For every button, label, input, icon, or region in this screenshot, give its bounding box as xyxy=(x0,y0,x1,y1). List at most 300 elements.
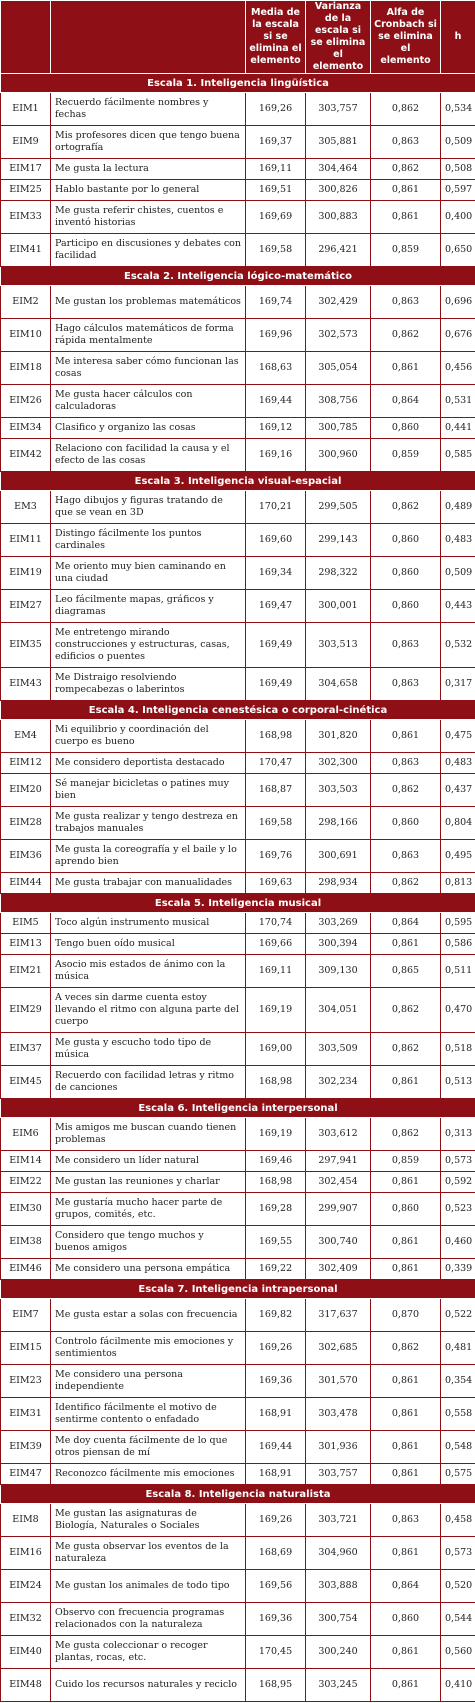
h-cell: 0,354 xyxy=(441,1365,475,1398)
alpha-cell: 0,863 xyxy=(371,753,441,774)
item-text-cell: Me considero una persona independiente xyxy=(51,1365,246,1398)
variance-cell: 304,051 xyxy=(306,988,371,1033)
alpha-cell: 0,862 xyxy=(371,491,441,524)
alpha-cell: 0,862 xyxy=(371,159,441,180)
mean-cell: 169,44 xyxy=(246,1431,306,1464)
h-cell: 0,509 xyxy=(441,557,475,590)
item-code-cell: EIM11 xyxy=(1,524,51,557)
item-text-cell: Me oriento muy bien caminando en una ciudad xyxy=(51,557,246,590)
variance-cell: 303,757 xyxy=(306,93,371,126)
h-cell: 0,483 xyxy=(441,753,475,774)
item-text-cell: Participo en discusiones y debates con facilidad xyxy=(51,234,246,267)
h-cell: 0,696 xyxy=(441,286,475,319)
table-row xyxy=(1,126,475,159)
variance-cell: 301,820 xyxy=(306,720,371,753)
alpha-cell: 0,863 xyxy=(371,126,441,159)
table-row xyxy=(1,1570,475,1603)
scale-title: Escala 7. Inteligencia intrapersonal xyxy=(1,1280,475,1299)
h-cell: 0,489 xyxy=(441,491,475,524)
h-cell: 0,676 xyxy=(441,319,475,352)
alpha-cell: 0,861 xyxy=(371,1172,441,1193)
variance-cell: 303,245 xyxy=(306,1669,371,1702)
item-code-cell: EIM44 xyxy=(1,873,51,894)
table-row xyxy=(1,1332,475,1365)
variance-cell: 300,754 xyxy=(306,1603,371,1636)
alpha-cell: 0,861 xyxy=(371,720,441,753)
variance-cell: 302,573 xyxy=(306,319,371,352)
table-row xyxy=(1,1603,475,1636)
mean-cell: 168,95 xyxy=(246,1669,306,1702)
alpha-cell: 0,861 xyxy=(371,1636,441,1669)
h-cell: 0,650 xyxy=(441,234,475,267)
mean-cell: 169,76 xyxy=(246,840,306,873)
table-row xyxy=(1,180,475,201)
alpha-cell: 0,860 xyxy=(371,1193,441,1226)
scale-header-row xyxy=(1,472,475,491)
h-cell: 0,508 xyxy=(441,159,475,180)
item-text-cell: Considero que tengo muchos y buenos amigos xyxy=(51,1226,246,1259)
mean-cell: 169,49 xyxy=(246,623,306,668)
table-row xyxy=(1,93,475,126)
variance-cell: 300,785 xyxy=(306,418,371,439)
mean-cell: 169,96 xyxy=(246,319,306,352)
alpha-cell: 0,861 xyxy=(371,1398,441,1431)
table-row xyxy=(1,668,475,701)
alpha-cell: 0,865 xyxy=(371,955,441,988)
item-text-cell: Hago cálculos matemáticos de forma rápida mentalmente xyxy=(51,319,246,352)
item-text-cell: Me gustan los animales de todo tipo xyxy=(51,1570,246,1603)
item-text-cell: Me gusta hacer cálculos con calculadoras xyxy=(51,385,246,418)
alpha-cell: 0,862 xyxy=(371,774,441,807)
mean-cell: 169,26 xyxy=(246,1332,306,1365)
alpha-cell: 0,862 xyxy=(371,988,441,1033)
alpha-cell: 0,863 xyxy=(371,623,441,668)
mean-cell: 169,49 xyxy=(246,668,306,701)
header-h: h xyxy=(441,1,475,74)
alpha-cell: 0,863 xyxy=(371,668,441,701)
item-text-cell: Me gustan los problemas matemáticos xyxy=(51,286,246,319)
item-text-cell: Cuido los recursos naturales y reciclo xyxy=(51,1669,246,1702)
variance-cell: 299,143 xyxy=(306,524,371,557)
mean-cell: 169,66 xyxy=(246,934,306,955)
item-text-cell: Relaciono con facilidad la causa y el efecto de las cosas xyxy=(51,439,246,472)
item-text-cell: Me entretengo mirando construcciones y estructuras, casas, edificios o puentes xyxy=(51,623,246,668)
item-text-cell: Reconozco fácilmente mis emociones xyxy=(51,1464,246,1485)
mean-cell: 168,98 xyxy=(246,720,306,753)
scale-title: Escala 5. Inteligencia musical xyxy=(1,894,475,913)
table-row xyxy=(1,1398,475,1431)
mean-cell: 168,98 xyxy=(246,1172,306,1193)
h-cell: 0,518 xyxy=(441,1033,475,1066)
mean-cell: 169,55 xyxy=(246,1226,306,1259)
alpha-cell: 0,861 xyxy=(371,1066,441,1099)
scale-title: Escala 6. Inteligencia interpersonal xyxy=(1,1099,475,1118)
variance-cell: 304,658 xyxy=(306,668,371,701)
mean-cell: 169,51 xyxy=(246,180,306,201)
table-row xyxy=(1,418,475,439)
item-code-cell: EIM34 xyxy=(1,418,51,439)
item-code-cell: EIM17 xyxy=(1,159,51,180)
mean-cell: 168,91 xyxy=(246,1464,306,1485)
scale-header-row xyxy=(1,894,475,913)
item-text-cell: Hago dibujos y figuras tratando de que se vean en 3D xyxy=(51,491,246,524)
table-row xyxy=(1,1299,475,1332)
table-row xyxy=(1,590,475,623)
item-code-cell: EIM20 xyxy=(1,774,51,807)
header-code xyxy=(1,1,51,74)
alpha-cell: 0,861 xyxy=(371,1669,441,1702)
table-row xyxy=(1,319,475,352)
item-text-cell: Identifico fácilmente el motivo de sentirme contento o enfadado xyxy=(51,1398,246,1431)
alpha-cell: 0,860 xyxy=(371,807,441,840)
table-row xyxy=(1,1172,475,1193)
mean-cell: 168,63 xyxy=(246,352,306,385)
item-text-cell: Leo fácilmente mapas, gráficos y diagramas xyxy=(51,590,246,623)
item-code-cell: EIM30 xyxy=(1,1193,51,1226)
item-code-cell: EIM15 xyxy=(1,1332,51,1365)
scale-header-row xyxy=(1,1099,475,1118)
variance-cell: 300,883 xyxy=(306,201,371,234)
h-cell: 0,544 xyxy=(441,1603,475,1636)
item-code-cell: EIM43 xyxy=(1,668,51,701)
mean-cell: 169,26 xyxy=(246,93,306,126)
h-cell: 0,410 xyxy=(441,1669,475,1702)
mean-cell: 169,36 xyxy=(246,1603,306,1636)
item-code-cell: EIM6 xyxy=(1,1118,51,1151)
mean-cell: 169,12 xyxy=(246,418,306,439)
mean-cell: 169,11 xyxy=(246,955,306,988)
variance-cell: 300,826 xyxy=(306,180,371,201)
item-text-cell: Me doy cuenta fácilmente de lo que otros piensan de mí xyxy=(51,1431,246,1464)
alpha-cell: 0,862 xyxy=(371,1118,441,1151)
table-row xyxy=(1,1365,475,1398)
scale-header-row xyxy=(1,701,475,720)
mean-cell: 169,74 xyxy=(246,286,306,319)
h-cell: 0,443 xyxy=(441,590,475,623)
variance-cell: 303,888 xyxy=(306,1570,371,1603)
variance-cell: 301,936 xyxy=(306,1431,371,1464)
table-body xyxy=(1,74,475,1702)
header-row xyxy=(1,1,475,74)
table-row xyxy=(1,753,475,774)
alpha-cell: 0,861 xyxy=(371,1365,441,1398)
table-row xyxy=(1,385,475,418)
table-row xyxy=(1,439,475,472)
mean-cell: 169,69 xyxy=(246,201,306,234)
item-text-cell: Me gusta observar los eventos de la naturaleza xyxy=(51,1537,246,1570)
table-row xyxy=(1,1151,475,1172)
table-row xyxy=(1,873,475,894)
variance-cell: 317,637 xyxy=(306,1299,371,1332)
item-code-cell: EIM22 xyxy=(1,1172,51,1193)
item-text-cell: Me gusta estar a solas con frecuencia xyxy=(51,1299,246,1332)
h-cell: 0,523 xyxy=(441,1193,475,1226)
mean-cell: 169,00 xyxy=(246,1033,306,1066)
h-cell: 0,441 xyxy=(441,418,475,439)
variance-cell: 303,509 xyxy=(306,1033,371,1066)
mean-cell: 169,19 xyxy=(246,1118,306,1151)
h-cell: 0,575 xyxy=(441,1464,475,1485)
item-text-cell: Me gustaría mucho hacer parte de grupos, comités, etc. xyxy=(51,1193,246,1226)
scale-title: Escala 1. Inteligencia lingüística xyxy=(1,74,475,93)
item-code-cell: EIM39 xyxy=(1,1431,51,1464)
table-row xyxy=(1,557,475,590)
mean-cell: 169,46 xyxy=(246,1151,306,1172)
item-code-cell: EIM42 xyxy=(1,439,51,472)
header-alpha: Alfa de Cronbach si se elimina el elemento xyxy=(371,1,441,74)
mean-cell: 169,58 xyxy=(246,807,306,840)
table-row xyxy=(1,1537,475,1570)
h-cell: 0,520 xyxy=(441,1570,475,1603)
h-cell: 0,573 xyxy=(441,1537,475,1570)
item-text-cell: Clasifico y organizo las cosas xyxy=(51,418,246,439)
item-text-cell: Me interesa saber cómo funcionan las cosas xyxy=(51,352,246,385)
table-row xyxy=(1,807,475,840)
item-text-cell: Me gusta referir chistes, cuentos e inventó historias xyxy=(51,201,246,234)
variance-cell: 297,941 xyxy=(306,1151,371,1172)
h-cell: 0,560 xyxy=(441,1636,475,1669)
table-row xyxy=(1,1118,475,1151)
alpha-cell: 0,864 xyxy=(371,913,441,934)
item-text-cell: Tengo buen oído musical xyxy=(51,934,246,955)
h-cell: 0,317 xyxy=(441,668,475,701)
mean-cell: 169,60 xyxy=(246,524,306,557)
mean-cell: 168,91 xyxy=(246,1398,306,1431)
mean-cell: 169,63 xyxy=(246,873,306,894)
header-item xyxy=(51,1,246,74)
scale-title: Escala 2. Inteligencia lógico-matemático xyxy=(1,267,475,286)
h-cell: 0,339 xyxy=(441,1259,475,1280)
h-cell: 0,437 xyxy=(441,774,475,807)
h-cell: 0,460 xyxy=(441,1226,475,1259)
item-code-cell: EM4 xyxy=(1,720,51,753)
alpha-cell: 0,864 xyxy=(371,385,441,418)
variance-cell: 299,505 xyxy=(306,491,371,524)
variance-cell: 302,429 xyxy=(306,286,371,319)
mean-cell: 170,45 xyxy=(246,1636,306,1669)
h-cell: 0,481 xyxy=(441,1332,475,1365)
alpha-cell: 0,861 xyxy=(371,201,441,234)
mean-cell: 169,16 xyxy=(246,439,306,472)
alpha-cell: 0,870 xyxy=(371,1299,441,1332)
h-cell: 0,495 xyxy=(441,840,475,873)
h-cell: 0,400 xyxy=(441,201,475,234)
mean-cell: 170,21 xyxy=(246,491,306,524)
h-cell: 0,558 xyxy=(441,1398,475,1431)
variance-cell: 303,478 xyxy=(306,1398,371,1431)
mean-cell: 169,82 xyxy=(246,1299,306,1332)
scale-header-row xyxy=(1,1485,475,1504)
variance-cell: 303,269 xyxy=(306,913,371,934)
alpha-cell: 0,862 xyxy=(371,1033,441,1066)
item-text-cell: Me Distraigo resolviendo rompecabezas o laberintos xyxy=(51,668,246,701)
mean-cell: 170,74 xyxy=(246,913,306,934)
item-text-cell: Mis amigos me buscan cuando tienen problemas xyxy=(51,1118,246,1151)
alpha-cell: 0,861 xyxy=(371,1226,441,1259)
variance-cell: 304,464 xyxy=(306,159,371,180)
item-code-cell: EIM24 xyxy=(1,1570,51,1603)
table-row xyxy=(1,1464,475,1485)
alpha-cell: 0,862 xyxy=(371,873,441,894)
item-code-cell: EIM12 xyxy=(1,753,51,774)
h-cell: 0,532 xyxy=(441,623,475,668)
table-row xyxy=(1,1259,475,1280)
variance-cell: 305,881 xyxy=(306,126,371,159)
scale-header-row xyxy=(1,1280,475,1299)
variance-cell: 301,570 xyxy=(306,1365,371,1398)
h-cell: 0,597 xyxy=(441,180,475,201)
item-code-cell: EIM41 xyxy=(1,234,51,267)
table-row xyxy=(1,934,475,955)
item-code-cell: EIM1 xyxy=(1,93,51,126)
table-row xyxy=(1,352,475,385)
table-row xyxy=(1,524,475,557)
h-cell: 0,483 xyxy=(441,524,475,557)
item-code-cell: EIM46 xyxy=(1,1259,51,1280)
item-code-cell: EIM36 xyxy=(1,840,51,873)
h-cell: 0,509 xyxy=(441,126,475,159)
item-code-cell: EIM21 xyxy=(1,955,51,988)
item-code-cell: EIM32 xyxy=(1,1603,51,1636)
header-variance: Varianza de la escala si se elimina el elemento xyxy=(306,1,371,74)
scale-title: Escala 3. Inteligencia visual-espacial xyxy=(1,472,475,491)
item-code-cell: EIM37 xyxy=(1,1033,51,1066)
mean-cell: 169,19 xyxy=(246,988,306,1033)
variance-cell: 302,454 xyxy=(306,1172,371,1193)
alpha-cell: 0,860 xyxy=(371,418,441,439)
mean-cell: 169,44 xyxy=(246,385,306,418)
mean-cell: 169,36 xyxy=(246,1365,306,1398)
item-text-cell: Me considero un líder natural xyxy=(51,1151,246,1172)
scale-header-row xyxy=(1,74,475,93)
item-code-cell: EIM13 xyxy=(1,934,51,955)
h-cell: 0,586 xyxy=(441,934,475,955)
mean-cell: 169,22 xyxy=(246,1259,306,1280)
h-cell: 0,522 xyxy=(441,1299,475,1332)
table-row xyxy=(1,988,475,1033)
scale-title: Escala 8. Inteligencia naturalista xyxy=(1,1485,475,1504)
h-cell: 0,475 xyxy=(441,720,475,753)
variance-cell: 302,685 xyxy=(306,1332,371,1365)
alpha-cell: 0,860 xyxy=(371,557,441,590)
h-cell: 0,592 xyxy=(441,1172,475,1193)
mean-cell: 169,58 xyxy=(246,234,306,267)
item-text-cell: Me gusta trabajar con manualidades xyxy=(51,873,246,894)
table-row xyxy=(1,720,475,753)
alpha-cell: 0,859 xyxy=(371,1151,441,1172)
item-text-cell: Toco algún instrumento musical xyxy=(51,913,246,934)
table-row xyxy=(1,1669,475,1702)
variance-cell: 303,757 xyxy=(306,1464,371,1485)
item-code-cell: EIM40 xyxy=(1,1636,51,1669)
variance-cell: 309,130 xyxy=(306,955,371,988)
item-code-cell: EM3 xyxy=(1,491,51,524)
variance-cell: 303,513 xyxy=(306,623,371,668)
variance-cell: 303,612 xyxy=(306,1118,371,1151)
item-code-cell: EIM16 xyxy=(1,1537,51,1570)
variance-cell: 300,740 xyxy=(306,1226,371,1259)
variance-cell: 305,054 xyxy=(306,352,371,385)
item-code-cell: EIM35 xyxy=(1,623,51,668)
alpha-cell: 0,861 xyxy=(371,180,441,201)
table-row xyxy=(1,1066,475,1099)
mean-cell: 169,56 xyxy=(246,1570,306,1603)
item-code-cell: EIM29 xyxy=(1,988,51,1033)
h-cell: 0,595 xyxy=(441,913,475,934)
item-text-cell: Me considero deportista destacado xyxy=(51,753,246,774)
variance-cell: 302,300 xyxy=(306,753,371,774)
mean-cell: 169,26 xyxy=(246,1504,306,1537)
item-text-cell: Sé manejar bicicletas o patines muy bien xyxy=(51,774,246,807)
mean-cell: 169,47 xyxy=(246,590,306,623)
mean-cell: 169,34 xyxy=(246,557,306,590)
item-text-cell: Me gusta coleccionar o recoger plantas, rocas, etc. xyxy=(51,1636,246,1669)
alpha-cell: 0,859 xyxy=(371,234,441,267)
variance-cell: 304,960 xyxy=(306,1537,371,1570)
item-text-cell: Asocio mis estados de ánimo con la música xyxy=(51,955,246,988)
alpha-cell: 0,861 xyxy=(371,1537,441,1570)
item-text-cell: Observo con frecuencia programas relacionados con la naturaleza xyxy=(51,1603,246,1636)
item-code-cell: EIM26 xyxy=(1,385,51,418)
alpha-cell: 0,861 xyxy=(371,352,441,385)
alpha-cell: 0,860 xyxy=(371,590,441,623)
header-mean: Media de la escala si se elimina el elemento xyxy=(246,1,306,74)
item-code-cell: EIM25 xyxy=(1,180,51,201)
table-row xyxy=(1,1636,475,1669)
mean-cell: 168,98 xyxy=(246,1066,306,1099)
item-text-cell: Distingo fácilmente los puntos cardinales xyxy=(51,524,246,557)
alpha-cell: 0,863 xyxy=(371,1504,441,1537)
scale-title: Escala 4. Inteligencia cenestésica o corporal-cinética xyxy=(1,701,475,720)
h-cell: 0,548 xyxy=(441,1431,475,1464)
alpha-cell: 0,862 xyxy=(371,93,441,126)
table-row xyxy=(1,840,475,873)
item-code-cell: EIM31 xyxy=(1,1398,51,1431)
item-text-cell: Me gusta y escucho todo tipo de música xyxy=(51,1033,246,1066)
mean-cell: 168,69 xyxy=(246,1537,306,1570)
item-code-cell: EIM33 xyxy=(1,201,51,234)
item-text-cell: Mis profesores dicen que tengo buena ortografía xyxy=(51,126,246,159)
item-code-cell: EIM47 xyxy=(1,1464,51,1485)
alpha-cell: 0,863 xyxy=(371,286,441,319)
item-code-cell: EIM23 xyxy=(1,1365,51,1398)
table-row xyxy=(1,1431,475,1464)
item-text-cell: Me gusta la lectura xyxy=(51,159,246,180)
item-text-cell: Recuerdo fácilmente nombres y fechas xyxy=(51,93,246,126)
table-row xyxy=(1,1193,475,1226)
table-row xyxy=(1,774,475,807)
item-code-cell: EIM8 xyxy=(1,1504,51,1537)
item-text-cell: Controlo fácilmente mis emociones y sentimientos xyxy=(51,1332,246,1365)
item-code-cell: EIM7 xyxy=(1,1299,51,1332)
variance-cell: 298,322 xyxy=(306,557,371,590)
h-cell: 0,813 xyxy=(441,873,475,894)
table-row xyxy=(1,955,475,988)
item-code-cell: EIM19 xyxy=(1,557,51,590)
alpha-cell: 0,864 xyxy=(371,1570,441,1603)
table-row xyxy=(1,234,475,267)
table-row xyxy=(1,623,475,668)
h-cell: 0,513 xyxy=(441,1066,475,1099)
item-text-cell: Mi equilibrio y coordinación del cuerpo es bueno xyxy=(51,720,246,753)
item-code-cell: EIM38 xyxy=(1,1226,51,1259)
alpha-cell: 0,861 xyxy=(371,1431,441,1464)
alpha-cell: 0,859 xyxy=(371,439,441,472)
item-code-cell: EIM9 xyxy=(1,126,51,159)
h-cell: 0,458 xyxy=(441,1504,475,1537)
variance-cell: 308,756 xyxy=(306,385,371,418)
h-cell: 0,313 xyxy=(441,1118,475,1151)
